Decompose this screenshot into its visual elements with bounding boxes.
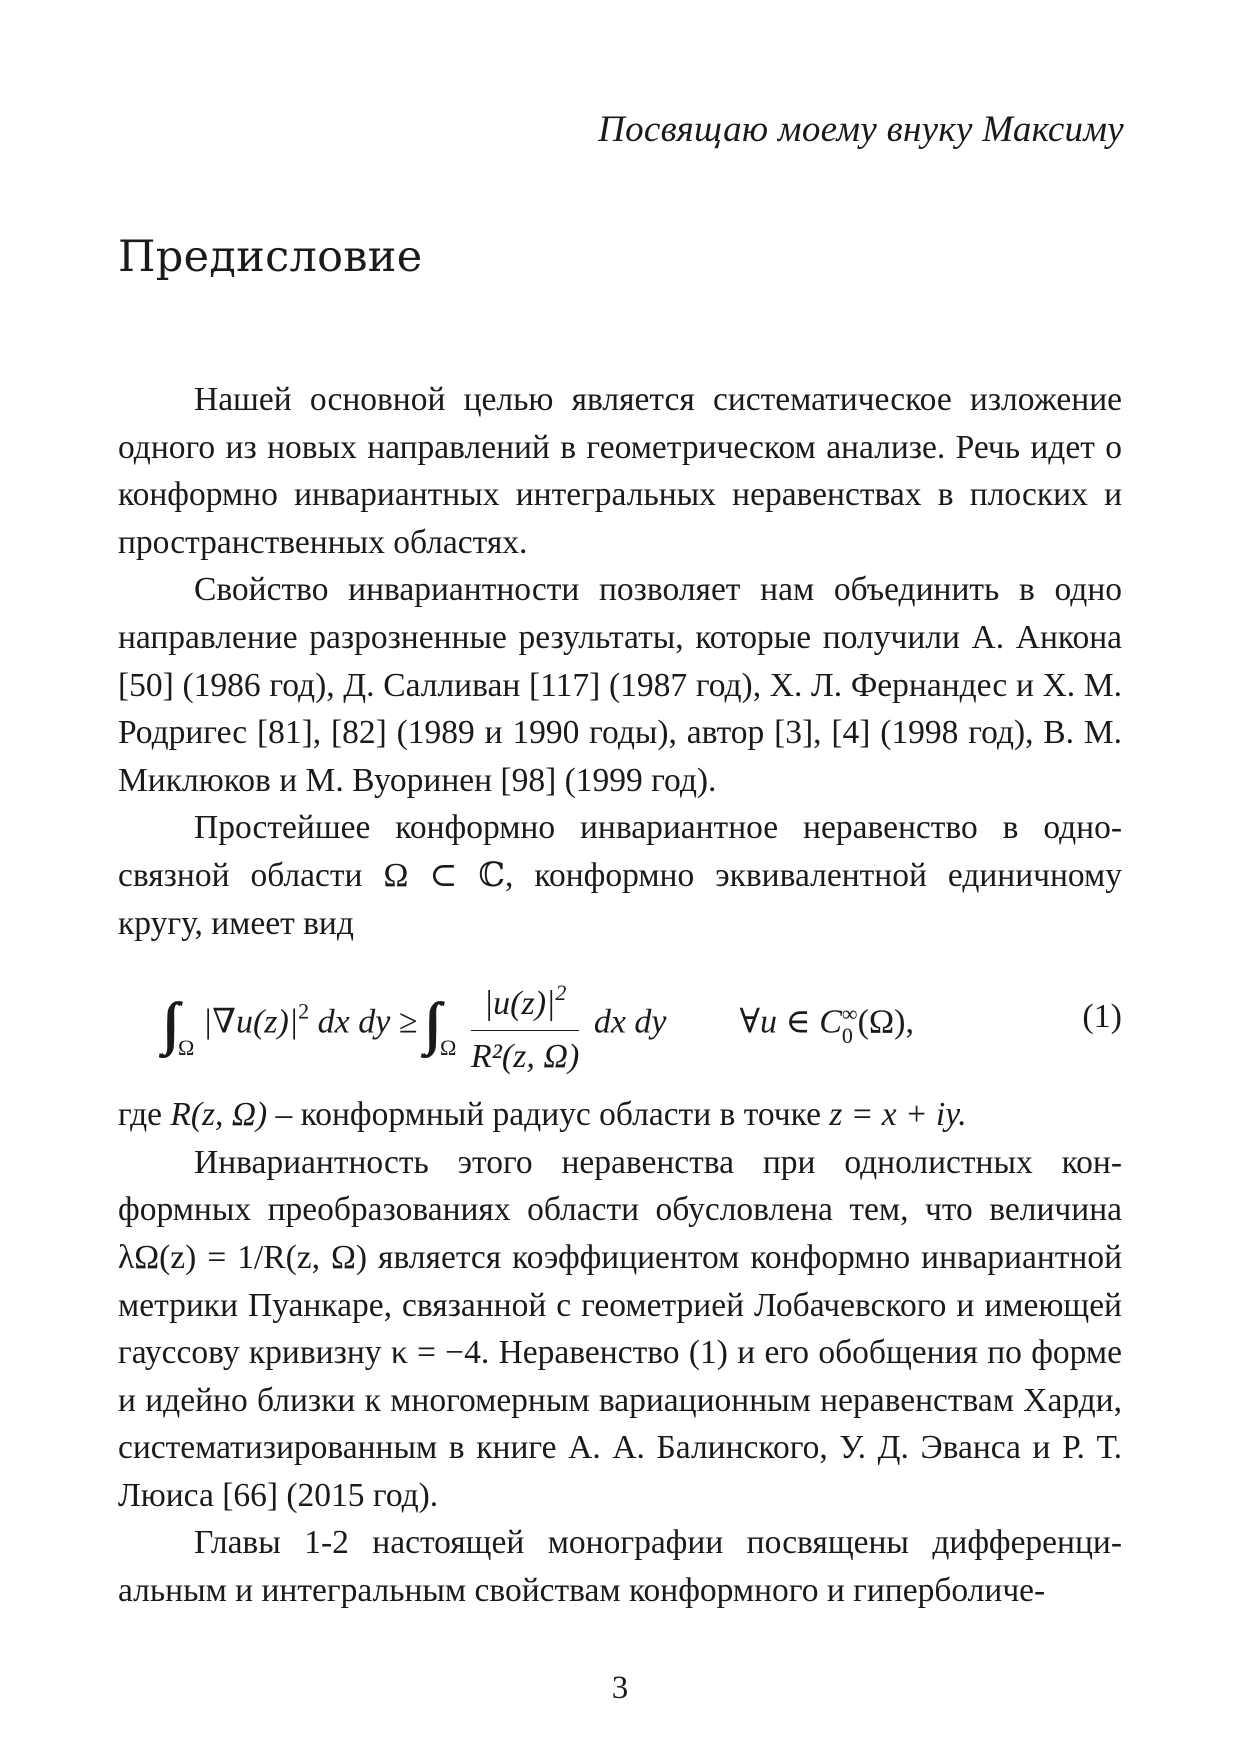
formula-numerator: $|u(z)|^2$ xyxy=(471,969,579,1031)
preface-body xyxy=(118,376,1122,1615)
formula-number: (1) xyxy=(1082,998,1122,1036)
formula-c-arg: (Ω), xyxy=(857,1003,914,1041)
chapter-title: Предисловие xyxy=(118,232,423,282)
display-formula-1 xyxy=(118,947,1122,1091)
paragraph-1: Нашей основной целью является систематическое изложение одного из новых направлений в геометрическом анализе. Речь идет о конформно инвариантных интегральных неравенствах в плоских и пространственных областях. xyxy=(118,381,1122,561)
formula-body xyxy=(164,969,914,1080)
formula-lhs-dxdy: dx dy xyxy=(317,1003,391,1041)
formula-domain-2: Ω xyxy=(440,1034,457,1060)
paragraph-4: где R(z, Ω) – конформный радиус области в точке z = x + iy. xyxy=(118,1096,967,1134)
formula-lhs-power: 2 xyxy=(298,998,310,1024)
formula-c-indices: ∞ 0 xyxy=(841,1000,858,1048)
paragraph-3: Простейшее конформно инвариантное неравенство в односвязной области Ω ⊂ ℂ, конформно эквивалентной единичному кругу, имеет вид xyxy=(118,809,1122,942)
formula-fraction xyxy=(471,969,579,1080)
formula-denominator: R²(z, Ω) xyxy=(470,1037,580,1075)
formula-rhs-dxdy: dx dy xyxy=(593,1003,667,1041)
formula-lhs-integrand: |∇u(z)| xyxy=(202,1003,299,1041)
formula-domain: Ω xyxy=(178,1034,195,1060)
formula-forall: ∀u ∈ C xyxy=(739,1003,842,1041)
paragraph-5: Инвариантность этого неравенства при однолистных конформных преобразованиях области обусловлена тем, что величина λΩ(z) = 1/R(z, Ω) является коэффициентом конформно инвариантной метрики Пуанкаре, связанной с геометрией Лобачевского и имеющей гауссову кривизну κ = −4. Неравенство (1) и его обобщения по форме и идейно близки к многомерным вариационным неравенствам Харди, систематизированным в книге А. А. Балинского, У. Д. Эванса и Р. Т. Люиса [66] (2015 год). xyxy=(118,1143,1122,1514)
paragraph-6: Главы 1-2 настоящей монографии посвящены дифференциальным и интегральным свойствам конформного и гиперболиче- xyxy=(118,1524,1122,1610)
page-number: 3 xyxy=(611,1670,629,1706)
dedication: Посвящаю моему внуку Максиму xyxy=(598,109,1124,150)
paragraph-2: Свойство инвариантности позволяет нам объединить в одно направление разрозненные результаты, которые получили А. Анкона [50] (1986 год), Д. Салливан [117] (1987 год), Х. Л. Фернандес и Х. М. Родригес [81], [82] (1989 и 1990 годы), автор [3], [4] (1998 год), В. М. Миклюков и М. Вуоринен [98] (1999 год). xyxy=(118,571,1122,799)
formula-geq: ≥ xyxy=(398,1003,418,1041)
